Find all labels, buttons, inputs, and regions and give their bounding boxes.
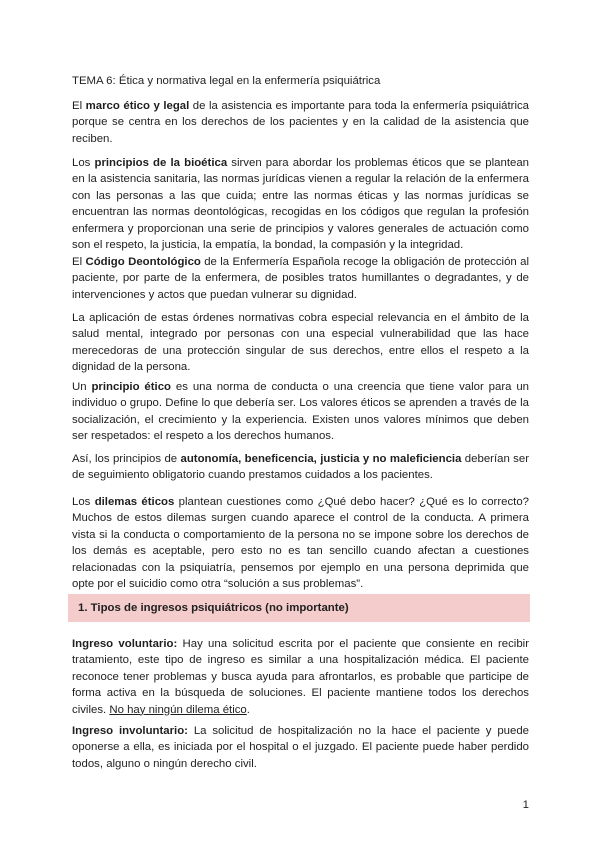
bold-term: Ingreso voluntario:: [72, 638, 178, 650]
page-number: 1: [522, 799, 529, 811]
bold-term: dilemas éticos: [94, 496, 175, 508]
text-segment: de la asistencia es importante para toda la enfermería psiquiátrica porque se centra en los derechos de los pacientes y en la calidad de la asistencia que reciben.: [72, 100, 530, 145]
text-segment: La aplicación de estas órdenes normativas cobra especial relevancia en el ámbito de la salud mental, integrado por personas con una especial vulnerabilidad que las hace merecedoras de una protección singular de sus derechos, entre ellos el respeto a la dignidad de la persona.: [72, 312, 529, 374]
paragraph-codigo-deontologico: [72, 254, 529, 303]
paragraph-marco-etico: [72, 98, 529, 147]
text-segment: deberían ser de seguimiento obligatorio cuando prestamos cuidados a los pacientes.: [72, 453, 529, 482]
paragraph-aplicacion: [72, 310, 529, 376]
paragraph-principios: [72, 451, 529, 484]
text-segment: Un: [72, 381, 92, 393]
text-segment: .: [246, 703, 250, 716]
paragraph-ingreso-voluntario: [72, 636, 529, 718]
underlined-text: No hay ningún dilema ético: [109, 703, 247, 716]
text-segment: La solicitud de hospitalización no la hace el paciente y puede oponerse a ella, es iniciada por el hospital o el juzgado. El paciente puede haber perdido todos, alguno o ningún derecho civil.: [72, 725, 530, 770]
text-segment: Hay una solicitud escrita por el paciente que consiente en recibir tratamiento, este tipo de ingreso es similar a una hospitalización médica. El paciente reconoce tener problemas y busca ayuda para afrontarlos, es probable que participe de forma activa en la búsqueda de soluciones. El paciente mantiene todos los derechos civiles.: [72, 638, 529, 716]
paragraph-dilemas-eticos: [72, 494, 529, 592]
document-title: TEMA 6: Ética y normativa legal en la enfermería psiquiátrica: [72, 75, 381, 87]
text-segment: Así, los principios de: [72, 453, 181, 465]
text-segment: El: [72, 100, 86, 112]
bold-term: autonomía, beneficencia, justicia y no maleficiencia: [180, 453, 462, 465]
bold-term: Código Deontológico: [85, 256, 201, 268]
paragraph-principio-etico: [72, 379, 529, 445]
text-segment: es una norma de conducta o una creencia que tiene valor para un individuo o grupo. Define lo que debería ser. Los valores éticos se aprenden a través de la socialización, el crecimiento y la experiencia. Existen unos valores mínimos que deben ser respetados: el respeto a los derechos humanos.: [72, 381, 530, 443]
bold-term: Ingreso involuntario:: [72, 725, 188, 737]
bold-term: principios de la bioética: [94, 157, 228, 169]
text-segment: de la Enfermería Española recoge la obligación de protección al paciente, por parte de la enfermera, de posibles tratos humillantes o degradantes, y de intervenciones y actos que puedan vulnerar su dignidad.: [72, 256, 529, 301]
text-segment: sirven para abordar los problemas éticos que se plantean en la asistencia sanitaria, las normas jurídicas vienen a regular la relación de la enfermera con las personas a las que cuida; entre las normas éticas y las normas jurídicas se encuentran las normas deontológicas, recogidas en los códigos que regulan la profesión enfermera y proporcionan una serie de principios y valores generales de actuación como son el respeto, la justicia, la empatía, la bondad, la compasión y la integridad.: [72, 157, 529, 252]
section-heading: 1. Tipos de ingresos psiquiátricos (no importante): [68, 594, 530, 622]
paragraph-ingreso-involuntario: [72, 723, 529, 772]
paragraph-bioetica: [72, 155, 529, 253]
text-segment: Los: [72, 496, 95, 508]
text-segment: Los: [72, 157, 95, 169]
text-segment: plantean cuestiones como ¿Qué debo hacer? ¿Qué es lo correcto? Muchos de estos dilemas surgen cuando aparece el control de la conducta. A primera vista si la conducta o comportamiento de la persona no se impone sobre los derechos de los demás es aceptable, pero esto no es tan sencillo cuando afectan a cuestiones relacionadas con la psiquiatría, pensemos por ejemplo en una persona deprimida que opte por el suicidio como otra “solución a sus problemas”.: [72, 496, 529, 591]
bold-term: principio ético: [91, 381, 172, 393]
text-segment: El: [72, 256, 86, 268]
bold-term: marco ético y legal: [85, 100, 190, 112]
